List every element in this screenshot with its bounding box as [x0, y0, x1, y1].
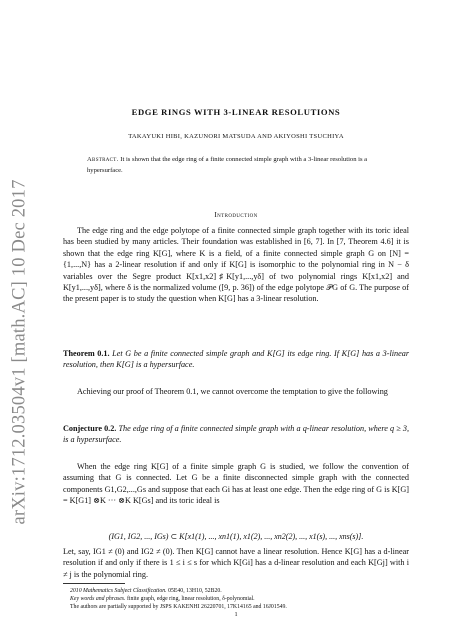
- intro-paragraph: [63, 225, 409, 305]
- footnote-keywords-text: finite graph, edge ring, linear resolution, δ-polynomial.: [126, 596, 255, 602]
- footnote-funding: [63, 603, 409, 611]
- intro-paragraph-text: The edge ring and the edge polytope of a finite connected simple graph together with its toric ideal has been studied by many articles. Their foundation was established in [6, 7]. In [7, Theorem 4.6] it is shown that the edge ring K[G], where K is a field, of a finite connected simple graph G on [N] = {1,...,N} has a 2-linear resolution if and only if K[G] is isomorphic to the polynomial ring in N − δ variables over the Segre product K[x1,x2]♯K[y1,...,yδ] of two polynomial rings K[x1,x2] and K[y1,...,yδ], where δ is the normalized volume ([9, p. 36]) of the edge polytope 𝒫G of G. The purpose of the present paper is to study the question when K[G] has a 3-linear resolution.: [63, 226, 409, 304]
- achieving-paragraph-text: Achieving our proof of Theorem 0.1, we cannot overcome the temptation to give the following: [77, 387, 388, 396]
- theorem: [63, 348, 409, 371]
- theorem-label: Theorem 0.1.: [63, 349, 110, 358]
- let-paragraph: [63, 546, 409, 580]
- conjecture-text: The edge ring of a finite connected simple graph with a q-linear resolution, where q ≥ 3, is a hypersurface.: [63, 424, 410, 445]
- arxiv-stamp: [7, 134, 33, 570]
- theorem-text: Let G be a finite connected simple graph and K[G] its edge ring. If K[G] has a 3-linear resolution, then K[G] is a hypersurface.: [63, 349, 410, 370]
- paper-authors: TAKAYUKI HIBI, KAZUNORI MATSUDA AND AKIYOSHI TSUCHIYA: [128, 133, 344, 140]
- abstract-label: Abstract.: [87, 156, 119, 163]
- footnote-funding-text: The authors are partially supported by JSPS KAKENHI 26220701, 17K14165 and 16J01549.: [70, 604, 287, 610]
- when-paragraph-text: When the edge ring K[G] of a finite simple graph G is studied, we follow the convention of assuming that G is connected. Let G be a finite disconnected simple graph with the connected components G1,G2,...,Gs and suppose that each Gi has at least one edge. Then the edge ring of G is K[G] = K[G1] ⊗K ··· ⊗K K[Gs] and its toric ideal is: [63, 462, 409, 506]
- footnote-keywords-label: Key words and phrases.: [70, 596, 126, 602]
- conjecture: [63, 423, 409, 446]
- section-title: Introduction: [214, 210, 258, 219]
- footnote-keywords: [63, 595, 409, 603]
- abstract-text: It is shown that the edge ring of a finite connected simple graph with a 3-linear resolution is a hypersurface.: [87, 156, 368, 174]
- footnote-msc-text: 05E40, 13H10, 52B20.: [168, 588, 222, 594]
- footnote-msc: [63, 587, 409, 595]
- conjecture-label: Conjecture 0.2.: [63, 424, 117, 433]
- abstract: [87, 155, 385, 176]
- footnote-msc-label: 2010 Mathematics Subject Classification.: [70, 588, 167, 594]
- arxiv-stamp-text: arXiv:1712.03504v1 [math.AC] 10 Dec 2017: [9, 179, 30, 525]
- footnote-rule: [63, 583, 125, 584]
- achieving-paragraph: [63, 386, 409, 397]
- when-paragraph: [63, 461, 409, 507]
- page-number: 1: [234, 611, 238, 618]
- paper-title: EDGE RINGS WITH 3-LINEAR RESOLUTIONS: [131, 107, 341, 117]
- let-paragraph-text: Let, say, IG1 ≠ (0) and IG2 ≠ (0). Then K[G] cannot have a linear resolution. Hence K[G] has a d-linear resolution if and only if there is 1 ≤ i ≤ s for which K[Gi] has a d-linear resolution and each K[Gj] with i ≠ j is the polynomial ring.: [63, 547, 409, 579]
- toric-ideal-formula: (IG1, IG2, ..., IGs) ⊂ K[x1(1), ..., xn1(1), x1(2), ..., xn2(2), ..., x1(s), ..., xns(s)].: [108, 532, 364, 541]
